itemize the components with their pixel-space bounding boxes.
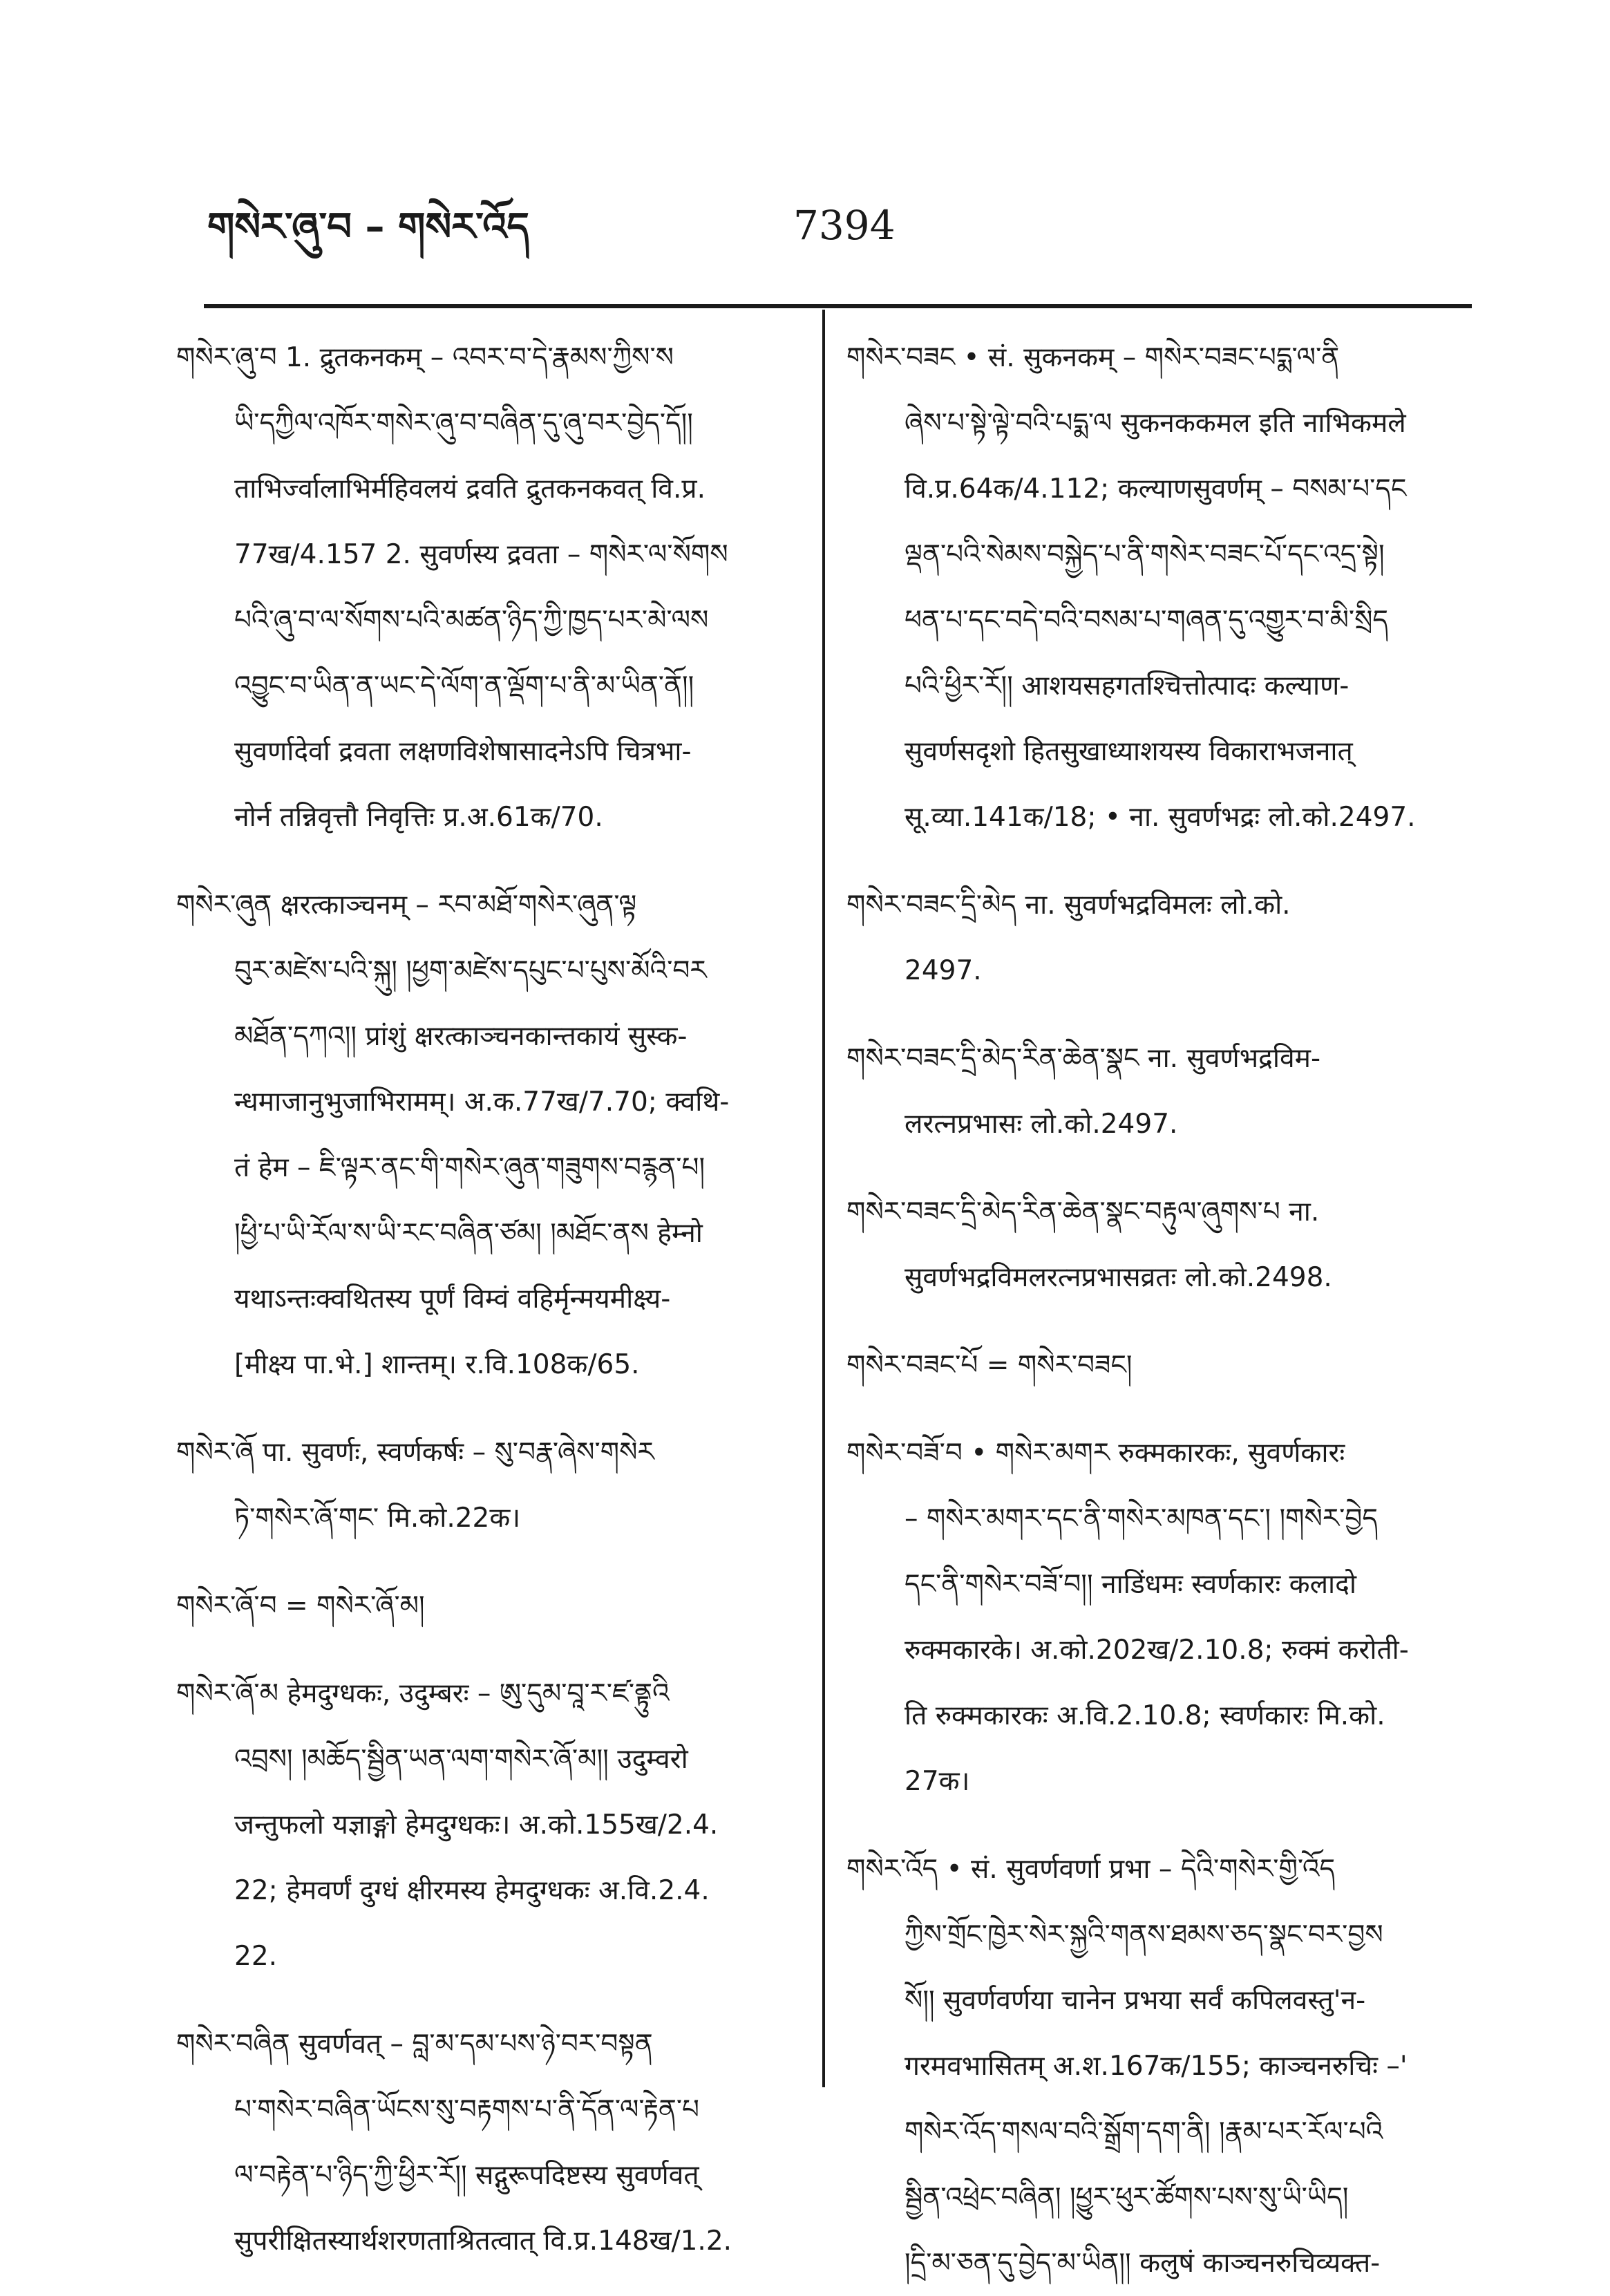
entry-line: ཏེ་གསེར་ཞོ་གང་ मि.को.22क। xyxy=(234,1503,521,1534)
dictionary-entry xyxy=(176,1661,808,1989)
dictionary-entry xyxy=(176,872,808,1398)
dictionary-entry xyxy=(176,1420,808,1551)
entry-line: ति रुक्मकारकः अ.वि.2.10.8; स्वर्णकारः मि.को. xyxy=(905,1700,1385,1731)
entry-line: न्धमाजानुभुजाभिरामम्। अ.क.77ख/7.70; क्वथि- xyxy=(234,1086,730,1118)
entry-line: – གསེར་མགར་དང་ནི་གསེར་མཁན་དང་། །གསེར་བྱེད xyxy=(905,1503,1378,1534)
dictionary-entry xyxy=(846,872,1472,1004)
entry-headline: གསེར་བཟང་དྲི་མེད་རིན་ཆེན་སྣང་བརྟུལ་ཞུགས་པ ना. xyxy=(846,1196,1320,1227)
entry-line: [मीक्ष्य पा.भे.] शान्तम्। र.वि.108क/65. xyxy=(234,1349,640,1380)
entry-line: सू.व्या.141क/18; • ना. सुवर्णभद्रः लो.को.2497. xyxy=(905,802,1416,833)
entry-line: མཐོན་དཀའ།། प्रांशुं क्षरत्काञ्चनकान्तकायं सुस्क- xyxy=(234,1021,688,1052)
entry-line: ཡི་དཀྱིལ་འཁོར་གསེར་ཞུ་བ་བཞིན་དུ་ཞུ་བར་བྱེད་དོ།། xyxy=(234,408,693,439)
entry-headline: གསེར་བཟང་པོ = གསེར་བཟང། xyxy=(846,1350,1133,1381)
entry-line: སོ།། सुवर्णवर्णया चानेन प्रभया सर्वं कपिलवस्तु'न- xyxy=(905,1985,1366,2016)
entry-line: यथाऽन्तःक्वथितस्य पूर्णं विम्वं वहिर्मृन्मयमीक्ष्य- xyxy=(234,1283,671,1315)
entry-line: सुवर्णभद्रविमलरत्नप्रभासव्रतः लो.को.2498. xyxy=(905,1262,1332,1293)
entry-line: པའི་ཞུ་བ་ལ་སོགས་པའི་མཚན་ཉིད་ཀྱི་ཁྱད་པར་མེ་ལས xyxy=(234,605,709,636)
running-head: གསེར་ཞུ་བ – གསེར་འོད xyxy=(207,205,529,250)
entry-line: नोर्न तन्निवृत्तौ निवृत्तिः प्र.अ.61क/70. xyxy=(234,802,603,833)
entry-headline: གསེར་ཞུ་བ 1. द्रुतकनकम् – འབར་བ་དེ་རྣམས་ཀྱིས་ས xyxy=(176,342,674,373)
entry-line: ཞེས་པ་སྟེ་ལྟེ་བའི་པདྨ་ལ सुकनककमल इति नाभिकमले xyxy=(905,408,1406,439)
entry-line: པའི་ཕྱིར་རོ།། आशयसहगतश्चित्तोत्पादः कल्याण- xyxy=(905,670,1349,702)
dictionary-entry xyxy=(176,2011,808,2274)
entry-headline: གསེར་ཞོ་བ = གསེར་ཞོ་མ། xyxy=(176,1590,425,1621)
entry-line: गरमवभासितम् अ.श.167क/155; काञ्चनरुचिः –' xyxy=(905,2051,1408,2082)
dictionary-entry xyxy=(846,1026,1472,1157)
entry-headline: གསེར་བཟང་དྲི་མེད ना. सुवर्णभद्रविमलः लो.को. xyxy=(846,890,1291,921)
entry-line: དང་ནི་གསེར་བཟོ་བ།། नाडिंधमः स्वर्णकारः कलादो xyxy=(905,1569,1356,1600)
entry-headline: གསེར་ཞོ पा. सुवर्णः, स्वर्णकर्षः – སུ་བརྣ་ཞེས་གསེར xyxy=(176,1437,654,1468)
entry-line: གསེར་འོད་གསལ་བའི་སྒྲོག་དག་ནི། །རྣམ་པར་རོལ་པའི xyxy=(905,2116,1383,2147)
entry-line: सुवर्णसदृशो हितसुखाध्याशयस्य विकाराभजनात् xyxy=(905,736,1353,767)
entry-line: ताभिर्ज्वालाभिर्महिवलयं द्रवति द्रुतकनकवत् वि.प्र. xyxy=(234,473,705,505)
entry-line: जन्तुफलो यज्ञाङ्गो हेमदुग्धकः। अ.को.155ख/2.4. xyxy=(234,1809,719,1841)
entry-line: 27क। xyxy=(905,1766,970,1797)
entry-line: འབྲས། །མཆོད་སྦྱིན་ཡན་ལག་གསེར་ཞོ་མ།། उदुम्वरो xyxy=(234,1744,688,1775)
entry-line: ཕན་པ་དང་བདེ་བའི་བསམ་པ་གཞན་དུ་འགྱུར་བ་མི་སྲིད xyxy=(905,605,1389,636)
column-divider xyxy=(822,310,825,2087)
header-rule xyxy=(204,304,1472,308)
dictionary-entry xyxy=(176,1573,808,1639)
dictionary-entry xyxy=(846,1420,1472,1814)
entry-line: लरत्नप्रभासः लो.को.2497. xyxy=(905,1109,1178,1140)
entry-headline: གསེར་ཞོ་མ हेमदुग्धकः, उदुम्बरः – ཨུ་དུམ་བཱ་ར་ཛ་ནྟུའི xyxy=(176,1678,670,1709)
entry-headline: གསེར་བཟང • सं. सुकनकम् – གསེར་བཟང་པདྨ་ལ་ནི xyxy=(846,342,1340,373)
entry-line: ལ་བརྟེན་པ་ཉིད་ཀྱི་ཕྱིར་རོ།། सद्गुरूपदिष्टस्य सुवर्णवत् xyxy=(234,2160,699,2191)
entry-line: वि.प्र.64क/4.112; कल्याणसुवर्णम् – བསམ་པ་དང xyxy=(905,473,1407,505)
entry-line: सुपरीक्षितस्यार्थशरणताश्रितत्वात् वि.प्र.148ख/1.2. xyxy=(234,2226,732,2257)
entry-line: तं हेम – ཇི་ལྟར་ནང་གི་གསེར་ཞུན་གཟུགས་བརྙན་པ། xyxy=(234,1152,705,1183)
entry-line: सुवर्णादेर्वा द्रवता लक्षणविशेषासादनेऽपि चित्रभा- xyxy=(234,736,692,767)
entry-headline: གསེར་བཟོ་བ • གསེར་མགར रुक्मकारकः, सुवर्णकारः xyxy=(846,1438,1345,1469)
entry-headline: གསེར་བཞིན सुवर्णवत् – བླ་མ་དམ་པས་ཉེ་བར་བསྟན xyxy=(176,2029,653,2060)
entry-line: 2497. xyxy=(905,955,982,986)
entry-line: ལྡན་པའི་སེམས་བསྐྱེད་པ་ནི་གསེར་བཟང་པོ་དང་འདྲ་སྟེ། xyxy=(905,539,1385,570)
dictionary-entry xyxy=(846,1333,1472,1398)
page-number: 7394 xyxy=(793,202,896,249)
dictionary-entry xyxy=(176,325,808,850)
right-column xyxy=(846,325,1472,2296)
entry-line: འབྱུང་བ་ཡིན་ན་ཡང་དེ་ལོག་ན་ལྡོག་པ་ནི་མ་ཡིན་ནོ།། xyxy=(234,670,694,702)
entry-line: ཀྱིས་གྲོང་ཁྱེར་སེར་སྐྱའི་གནས་ཐམས་ཅད་སྣང་བར་བྱས xyxy=(905,1919,1383,1950)
entry-line: 22; हेमवर्णं दुग्धं क्षीरमस्य हेमदुग्धकः अ.वि.2.4. xyxy=(234,1875,710,1906)
entry-line: པ་གསེར་བཞིན་ཡོངས་སུ་བརྟགས་པ་ནི་དོན་ལ་རྟེན་པ xyxy=(234,2094,700,2125)
dictionary-entry xyxy=(846,1836,1472,2296)
entry-line: །དྲི་མ་ཅན་དུ་བྱེད་མ་ཡིན།། कलुषं काञ्चनरुचिव्यक्त- xyxy=(905,2248,1381,2279)
entry-line: །ཕྱི་པ་ཡི་རོལ་ས་ཡི་རང་བཞིན་ཙམ། །མཐོང་ནས हेम्नो xyxy=(234,1218,703,1249)
dictionary-entry xyxy=(846,325,1472,850)
entry-line: 77ख/4.157 2. सुवर्णस्य द्रवता – གསེར་ལ་སོགས xyxy=(234,539,728,570)
entry-headline: གསེར་བཟང་དྲི་མེད་རིན་ཆེན་སྣང ना. सुवर्णभद्रविम- xyxy=(846,1043,1321,1074)
entry-line: སྦྱིན་འཕྲེང་བཞིན། །ཕྱུར་ཕུར་ཚོགས་པས་སུ་ཡི་ཡིད། xyxy=(905,2182,1349,2213)
entry-headline: གསེར་ཞུན क्षरत्काञ्चनम् – རབ་མཐོ་གསེར་ཞུན་ལྟ xyxy=(176,890,637,921)
entry-headline: གསེར་འོད • सं. सुवर्णवर्णा प्रभा – དེའི་གསེར་གྱི་འོད xyxy=(846,1854,1336,1885)
entry-line: བུར་མཛེས་པའི་སྐུ། །ཕྱག་མཛེས་དཔུང་པ་པུས་མོའི་བར xyxy=(234,955,707,986)
dictionary-entry xyxy=(846,1179,1472,1310)
left-column xyxy=(176,325,808,2274)
entry-line: 22. xyxy=(234,1941,278,1972)
entry-line: रुक्मकारके। अ.को.202ख/2.10.8; रुक्मं करोती- xyxy=(905,1635,1409,1666)
